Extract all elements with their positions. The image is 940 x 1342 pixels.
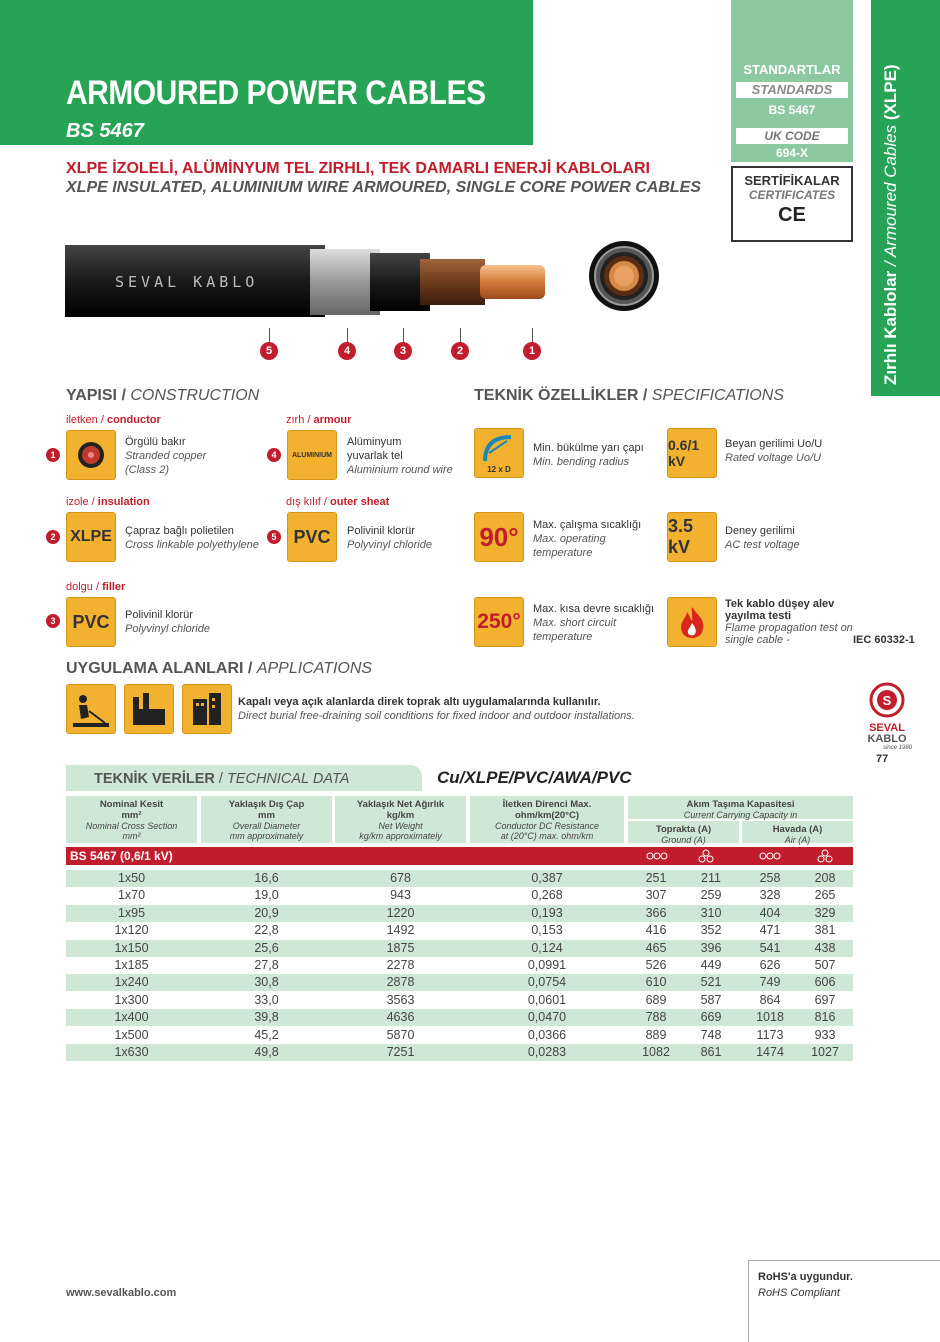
table-cell: 211 xyxy=(701,871,721,885)
armour-label: zırh / armour xyxy=(286,414,352,426)
table-cell: 1x120 xyxy=(114,923,149,938)
table-cell: 861 xyxy=(700,1045,722,1059)
soil-digging-icon xyxy=(66,684,116,734)
table-cell: 0,124 xyxy=(531,940,563,955)
marker-3: 3 xyxy=(394,342,412,360)
table-cell: 471 xyxy=(759,923,781,938)
table-cell: 25,6 xyxy=(254,940,279,955)
table-cell: 381 xyxy=(814,923,836,938)
table-cell: 626 xyxy=(759,958,781,972)
table-cell: 0,193 xyxy=(531,905,563,920)
test-voltage-icon: 3.5 kV xyxy=(667,512,717,562)
table-cell: 3563 xyxy=(386,992,415,1007)
trefoil-formation-icon xyxy=(817,849,833,863)
marker-1: 1 xyxy=(523,342,541,360)
table-row xyxy=(66,870,853,887)
table-cell: 265 xyxy=(814,888,836,903)
table-cell: 5870 xyxy=(386,1027,415,1042)
cable-print: SEVAL KABLO xyxy=(115,273,259,291)
outer-sheath-desc: Polivinil klorür Polyvinyl chloride xyxy=(347,525,432,551)
armour-wires xyxy=(310,249,380,315)
table-cell: 1875 xyxy=(386,940,415,955)
table-cell: 788 xyxy=(645,1010,667,1025)
table-cell: 1220 xyxy=(386,905,415,920)
page-number: 77 xyxy=(876,753,889,765)
table-cell: 0,0991 xyxy=(527,958,567,972)
marker-3: 3 xyxy=(46,614,60,628)
insulation-desc: Çapraz bağlı polietilen Cross linkable polyethylene xyxy=(125,525,259,551)
table-cell: 521 xyxy=(700,975,722,990)
table-cell: 1x240 xyxy=(114,975,149,990)
copper-conductor xyxy=(480,265,545,299)
product-title-en: XLPE INSULATED, ALUMINIUM WIRE ARMOURED, SINGLE CORE POWER CABLES xyxy=(66,179,701,196)
bending-radius-icon: 12 x D xyxy=(474,428,524,478)
cable-cross-section-icon xyxy=(588,240,660,312)
marker-tick xyxy=(532,328,533,342)
table-cell: 1x185 xyxy=(114,958,149,972)
group-row: BS 5467 (0,6/1 kV) xyxy=(66,847,853,865)
table-row xyxy=(66,1027,853,1044)
table-cell: 0,387 xyxy=(531,871,563,885)
table-cell: 541 xyxy=(759,940,781,955)
armour-desc: Alüminyum yuvarlak tel Aluminium round wire xyxy=(347,436,453,476)
standards-label-en: STANDARDS xyxy=(736,82,848,98)
marker-tick xyxy=(403,328,404,342)
category-sidebar xyxy=(871,0,940,396)
table-cell: 889 xyxy=(645,1027,667,1042)
svg-text:S: S xyxy=(882,693,892,708)
product-title-tr: XLPE İZOLELİ, ALÜMİNYUM TEL ZIRHLI, TEK DAMARLI ENERJİ KABLOLARI xyxy=(66,160,650,177)
rated-voltage-desc: Beyan gerilimi Uo/U Rated voltage Uo/U xyxy=(725,438,823,464)
table-cell: 449 xyxy=(700,958,722,972)
table-cell: 208 xyxy=(814,871,836,885)
table-cell: 27,8 xyxy=(254,958,279,972)
col-current-capacity: Akım Taşıma Kapasitesi Current Carrying Capacity in xyxy=(628,796,853,819)
table-cell: 0,153 xyxy=(531,923,563,938)
table-cell: 1x630 xyxy=(114,1045,149,1059)
table-cell: 33,0 xyxy=(254,992,279,1007)
marker-1: 1 xyxy=(46,448,60,462)
table-cell: 507 xyxy=(814,958,836,972)
uk-code-label: UK CODE xyxy=(736,128,848,144)
filler-label: dolgu / filler xyxy=(66,581,126,593)
table-cell: 0,0754 xyxy=(527,975,567,990)
standards-label: STANDARTLAR xyxy=(743,62,841,77)
sidebar-suffix: (XLPE) xyxy=(881,64,900,125)
standard-code: BS 5467 xyxy=(768,103,816,117)
table-cell: 438 xyxy=(814,940,836,955)
flat-formation-icon xyxy=(646,851,668,861)
table-cell: 933 xyxy=(814,1027,836,1042)
table-row xyxy=(66,922,853,939)
rohs-en: RoHS Compliant xyxy=(758,1287,840,1299)
table-cell: 1x70 xyxy=(117,888,146,903)
table-cell: 0,0283 xyxy=(527,1045,567,1059)
table-cell: 251 xyxy=(645,871,667,885)
table-cell: 366 xyxy=(645,905,667,920)
table-cell: 465 xyxy=(645,940,667,955)
table-cell: 1x300 xyxy=(114,992,149,1007)
table-cell: 606 xyxy=(814,975,836,990)
table-cell: 1492 xyxy=(386,923,415,938)
rated-voltage-icon: 0.6/1 kV xyxy=(667,428,717,478)
marker-2: 2 xyxy=(46,530,60,544)
table-cell: 49,8 xyxy=(254,1045,279,1059)
table-cell: 0,0601 xyxy=(527,992,567,1007)
table-cell: 22,8 xyxy=(254,923,279,938)
col-resistance: İletken Direnci Max. ohm/km(20°C) Conductor DC Resistance at (20°C) max. ohm/km xyxy=(470,796,624,843)
table-row xyxy=(66,1009,853,1026)
table-row xyxy=(66,905,853,922)
rohs-box xyxy=(748,1260,940,1342)
cable-illustration xyxy=(60,235,580,325)
col-cross-section: Nominal Kesit mm² Nominal Cross Section mm² xyxy=(66,796,197,843)
table-row xyxy=(66,974,853,991)
table-cell: 416 xyxy=(645,923,667,938)
table-cell: 2878 xyxy=(386,975,415,990)
page-subtitle: BS 5467 xyxy=(66,120,144,142)
table-cell: 864 xyxy=(759,992,781,1007)
xlpe-icon: XLPE xyxy=(66,512,116,562)
table-cell: 669 xyxy=(700,1010,722,1025)
marker-tick xyxy=(269,328,270,342)
table-cell: 697 xyxy=(814,992,836,1007)
table-cell: 1x400 xyxy=(114,1010,149,1025)
marker-5: 5 xyxy=(260,342,278,360)
certificates-label: SERTİFİKALAR xyxy=(744,173,840,188)
table-cell: 39,8 xyxy=(254,1010,279,1025)
table-cell: 1082 xyxy=(642,1045,670,1059)
table-cell: 0,0366 xyxy=(527,1027,567,1042)
table-cell: 1x150 xyxy=(114,940,149,955)
table-row xyxy=(66,1044,853,1061)
aluminium-icon: ALUMINIUM xyxy=(287,430,337,480)
table-cell: 258 xyxy=(759,871,781,885)
applications-desc: Kapalı veya açık alanlarda direk toprak altı uygulamalarında kullanılır. Direct burial free-draining soil conditions for fixed indoor and outdoor installations. xyxy=(238,696,635,722)
standards-panel xyxy=(731,0,853,162)
ce-mark-icon: CE xyxy=(778,204,806,226)
short-circuit-temperature-icon: 250° xyxy=(474,597,524,647)
rohs-tr: RoHS'a uygundur. xyxy=(758,1271,853,1283)
table-cell: 1018 xyxy=(756,1010,784,1025)
table-cell: 1x500 xyxy=(114,1027,149,1042)
table-row xyxy=(66,887,853,904)
flame-test-desc: Tek kablo düşey alev yayılma testi Flame propagation test on single cable - IEC 60332-1 xyxy=(725,598,915,646)
pvc-icon: PVC xyxy=(287,512,337,562)
certificates-label-en: CERTIFICATES xyxy=(748,188,836,202)
table-cell: 404 xyxy=(759,905,781,920)
col-weight: Yaklaşık Net Ağırlık kg/km Net Weight kg/km approximately xyxy=(335,796,466,843)
table-cell: 1027 xyxy=(811,1045,839,1059)
table-cell: 816 xyxy=(814,1010,836,1025)
table-cell: 0,268 xyxy=(531,888,563,903)
flat-formation-icon xyxy=(759,851,781,861)
table-cell: 1173 xyxy=(756,1027,784,1042)
table-cell: 748 xyxy=(700,1027,722,1042)
sidebar-bold: Zırhlı Kablolar xyxy=(881,270,900,385)
table-cell: 526 xyxy=(645,958,667,972)
filler-desc: Polivinil klorür Polyvinyl chloride xyxy=(125,609,210,635)
table-row xyxy=(66,957,853,974)
uk-code: 694-X xyxy=(775,146,809,160)
certificates-panel xyxy=(731,166,853,242)
factory-icon xyxy=(124,684,174,734)
applications-heading: UYGULAMA ALANLARI / APPLICATIONS xyxy=(66,660,373,677)
marker-tick xyxy=(347,328,348,342)
logo-mark-icon xyxy=(869,682,905,718)
table-row xyxy=(66,992,853,1009)
conductor-label: iletken / conductor xyxy=(66,414,161,426)
table-cell: 587 xyxy=(700,992,722,1007)
website-link[interactable]: www.sevalkablo.com xyxy=(66,1287,177,1299)
test-voltage-desc: Deney gerilimi AC test voltage xyxy=(725,525,800,551)
marker-5: 5 xyxy=(267,530,281,544)
table-cell: 749 xyxy=(759,975,781,990)
table-cell: 20,9 xyxy=(254,905,279,920)
seval-logo: S SEVAL KABLO since 1980 xyxy=(862,682,912,751)
table-cell: 30,8 xyxy=(254,975,279,990)
marker-tick xyxy=(460,328,461,342)
specifications-heading: TEKNİK ÖZELLİKLER / SPECIFICATIONS xyxy=(474,387,784,404)
table-cell: 328 xyxy=(759,888,781,903)
marker-4: 4 xyxy=(338,342,356,360)
building-icon xyxy=(182,684,232,734)
table-cell: 7251 xyxy=(386,1045,415,1059)
short-circuit-temperature-desc: Max. kısa devre sıcaklığı Max. short circuit temperature xyxy=(533,603,655,643)
table-cell: 1474 xyxy=(756,1045,784,1059)
cable-type: Cu/XLPE/PVC/AWA/PVC xyxy=(437,768,632,787)
table-cell: 4636 xyxy=(386,1010,415,1025)
pvc-icon: PVC xyxy=(66,597,116,647)
insulation-label: izole / insulation xyxy=(66,496,150,508)
table-cell: 307 xyxy=(645,888,667,903)
col-ground: Toprakta (A) Ground (A) xyxy=(628,821,739,843)
table-cell: 352 xyxy=(700,923,722,938)
conductor-desc: Örgülü bakır Stranded copper (Class 2) xyxy=(125,436,207,476)
table-cell: 689 xyxy=(645,992,667,1007)
table-cell: 19,0 xyxy=(254,888,279,903)
table-cell: 16,6 xyxy=(254,871,279,885)
operating-temperature-desc: Max. çalışma sıcaklığı Max. operating temperature xyxy=(533,519,642,559)
stranded-copper-icon xyxy=(66,430,116,480)
insulation-layer xyxy=(420,259,485,305)
table-cell: 396 xyxy=(700,940,722,955)
sidebar-italic: / Armoured Cables xyxy=(881,124,900,271)
col-diameter: Yaklaşık Dış Çap mm Overall Diameter mm approximately xyxy=(201,796,332,843)
table-cell: 0,0470 xyxy=(527,1010,567,1025)
outer-sheath-label: dış kılıf / outer sheat xyxy=(286,496,390,508)
construction-heading: YAPISI / CONSTRUCTION xyxy=(66,387,260,404)
table-cell: 610 xyxy=(645,975,667,990)
technical-data-tab: TEKNİK VERİLER / TECHNICAL DATA xyxy=(66,765,422,791)
bending-radius-desc: Min. bükülme yarı çapı Min. bending radius xyxy=(533,442,644,468)
marker-2: 2 xyxy=(451,342,469,360)
table-cell: 1x95 xyxy=(117,905,146,920)
operating-temperature-icon: 90° xyxy=(474,512,524,562)
marker-4: 4 xyxy=(267,448,281,462)
table-cell: 45,2 xyxy=(254,1027,279,1042)
table-cell: 2278 xyxy=(386,958,415,972)
trefoil-formation-icon xyxy=(698,849,714,863)
table-cell: 1x50 xyxy=(117,871,146,885)
page-title: ARMOURED POWER CABLES xyxy=(66,74,486,112)
table-cell: 678 xyxy=(390,871,411,885)
table-cell: 943 xyxy=(390,888,411,903)
table-cell: 329 xyxy=(814,905,836,920)
table-cell: 310 xyxy=(700,905,722,920)
flame-icon xyxy=(667,597,717,647)
col-air: Havada (A) Air (A) xyxy=(742,821,853,843)
table-row xyxy=(66,940,853,957)
table-cell: 259 xyxy=(700,888,722,903)
